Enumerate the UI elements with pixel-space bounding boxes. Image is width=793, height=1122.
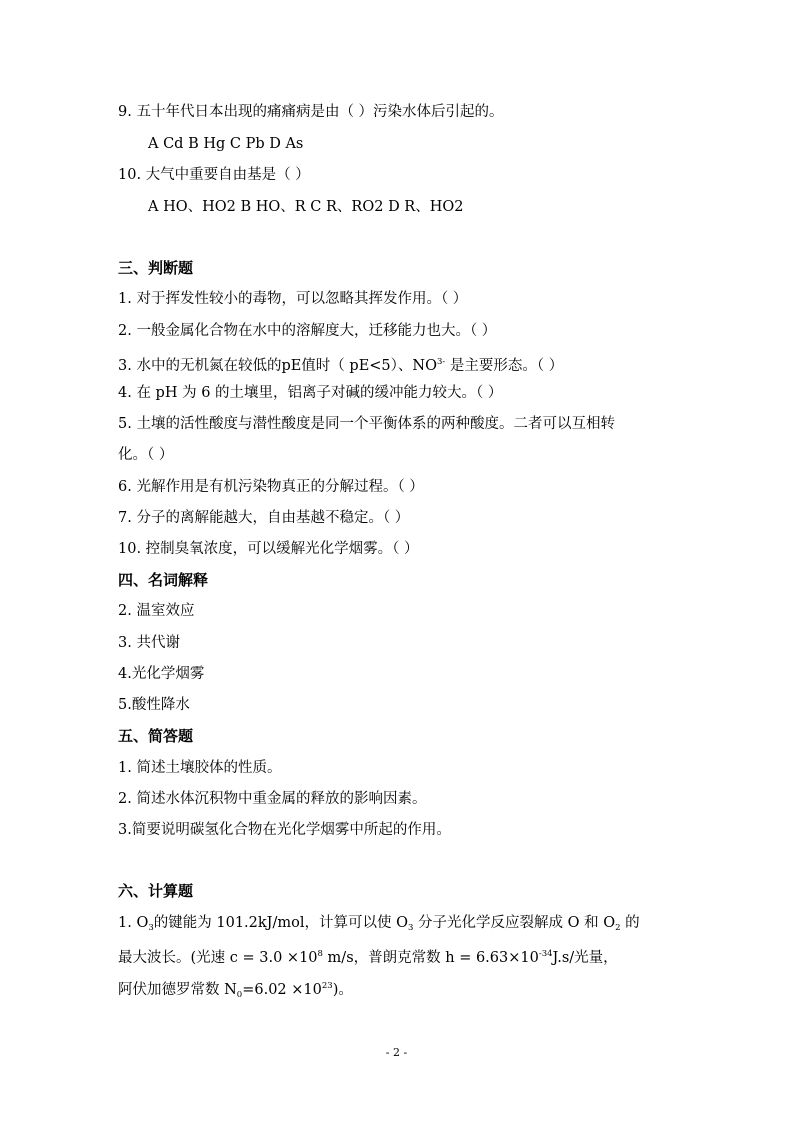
- calc-text: 的: [620, 915, 640, 931]
- judgment-item: 6. 光解作用是有机污染物真正的分解过程。（ ）: [118, 479, 424, 495]
- question-9: 9. 五十年代日本出现的痛痛病是由（ ）污染水体后引起的。: [118, 104, 504, 120]
- short-answer-item: 2. 简述水体沉积物中重金属的释放的影响因素。: [118, 791, 427, 807]
- judgment-item-continued: 化。（ ）: [118, 447, 174, 463]
- subscript: 2: [615, 923, 621, 933]
- page-number: - 2 -: [385, 1046, 408, 1059]
- section-calculation-title: 六、计算题: [118, 882, 194, 900]
- calculation-line: [118, 913, 640, 938]
- section-judgment-title: 三、判断题: [118, 259, 194, 277]
- judgment-item-text: 是主要形态。（ ）: [445, 358, 564, 374]
- section-terms-title: 四、名词解释: [118, 571, 209, 589]
- calc-text: J.s/光量，: [552, 950, 618, 966]
- calc-text: )。: [332, 982, 353, 998]
- superscript: 23: [321, 981, 333, 991]
- question-10-options: A HO、HO2 B HO、R C R、RO2 D R、HO2: [148, 199, 464, 215]
- judgment-item: 2. 一般金属化合物在水中的溶解度大，迁移能力也大。（ ）: [118, 323, 497, 339]
- subscript: 3: [407, 923, 414, 933]
- term-item: 5.酸性降水: [118, 697, 190, 713]
- judgment-item: 5. 土壤的活性酸度与潜性酸度是同一个平衡体系的两种酸度。二者可以互相转: [118, 416, 615, 432]
- nitrate-charge: 3-: [437, 357, 446, 367]
- calculation-line: [118, 944, 618, 968]
- calc-text: =6.02 ×10: [242, 982, 322, 998]
- judgment-item: 10. 控制臭氧浓度，可以缓解光化学烟雾。（ ）: [118, 541, 419, 557]
- calc-text: 阿伏加德罗常数 N: [118, 982, 237, 998]
- calculation-line: [118, 976, 353, 1005]
- term-item: 4.光化学烟雾: [118, 666, 205, 682]
- calc-text: 1. O: [118, 915, 149, 931]
- superscript: -34: [538, 949, 553, 959]
- judgment-item: 7. 分子的离解能越大，自由基越不稳定。（ ）: [118, 510, 410, 526]
- judgment-item: 4. 在 pH 为 6 的土壤里，铝离子对碱的缓冲能力较大。（ ）: [118, 385, 503, 401]
- question-9-options: A Cd B Hg C Pb D As: [148, 136, 304, 152]
- short-answer-item: 1. 简述土壤胶体的性质。: [118, 760, 282, 776]
- judgment-item: [118, 352, 563, 376]
- term-item: 2. 温室效应: [118, 603, 195, 619]
- section-short-answer-title: 五、简答题: [118, 727, 194, 745]
- subscript: 3: [148, 923, 154, 933]
- calc-text: 最大波长。(光速 c = 3.0 ×10: [118, 950, 318, 966]
- subscript: 0: [236, 990, 243, 1000]
- calc-text: 的键能为 101.2kJ/mol，计算可以使 O: [153, 915, 408, 931]
- calc-text: m/s，普朗克常数 h = 6.63×10: [322, 950, 539, 966]
- question-10: 10. 大气中重要自由基是（ ）: [118, 167, 310, 183]
- superscript: 8: [317, 949, 323, 959]
- judgment-item: 1. 对于挥发性较小的毒物，可以忽略其挥发作用。（ ）: [118, 291, 468, 307]
- term-item: 3. 共代谢: [118, 635, 180, 651]
- calc-text: 分子光化学反应裂解成 O 和 O: [413, 915, 616, 931]
- short-answer-item: 3.简要说明碳氢化合物在光化学烟雾中所起的作用。: [118, 822, 451, 838]
- judgment-item-text: 3. 水中的无机氮在较低的pE值时（ pE<5）、NO: [118, 358, 437, 374]
